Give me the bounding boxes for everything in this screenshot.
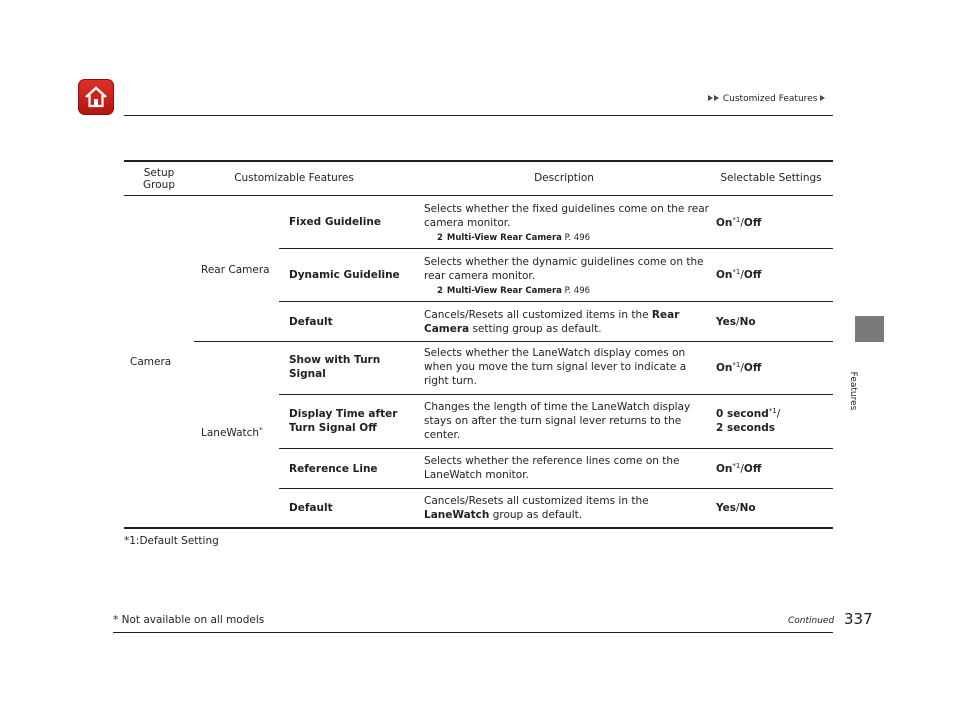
setting-options: On$^{*1}$/Off bbox=[716, 216, 762, 229]
feature-description: Cancels/Resets all customized items in the Rear Camera setting group as default. bbox=[424, 309, 680, 335]
feature-description: Changes the length of time the LaneWatch display stays on after the turn signal lever returns to the center. bbox=[424, 401, 691, 441]
breadcrumb-arrow-icon bbox=[714, 95, 719, 101]
col-header-setup-group: Setup Group bbox=[143, 167, 175, 191]
setting-options: On$^{*1}$/Off bbox=[716, 361, 762, 374]
page-number: 337 bbox=[844, 610, 873, 628]
reference-arrow-icon: 2 bbox=[437, 233, 443, 243]
feature-label: Default bbox=[289, 502, 333, 514]
feature-description: Selects whether the LaneWatch display comes on when you move the turn signal lever to indicate a right turn. bbox=[424, 347, 687, 387]
col-header-description: Description bbox=[534, 172, 594, 184]
subgroup-label: LaneWatch* bbox=[201, 426, 263, 439]
feature-label: Show with Turn Signal bbox=[289, 354, 381, 380]
feature-description: Cancels/Resets all customized items in the LaneWatch group as default. bbox=[424, 495, 649, 521]
page-reference[interactable]: 2 Multi-View Rear Camera P. 496 bbox=[437, 286, 591, 296]
setting-options: On$^{*1}$/Off bbox=[716, 462, 762, 475]
continued-label: Continued bbox=[788, 616, 835, 626]
setting-options: 0 second$^{*1}$/ 2 seconds bbox=[716, 407, 781, 434]
feature-description: Selects whether the fixed guidelines come on the rear camera monitor. bbox=[424, 203, 709, 229]
setup-group-label: Camera bbox=[130, 356, 172, 368]
page-reference[interactable]: 2 Multi-View Rear Camera P. 496 bbox=[437, 233, 591, 243]
feature-description: Selects whether the reference lines come on the LaneWatch monitor. bbox=[424, 455, 680, 481]
section-tab[interactable] bbox=[855, 316, 884, 342]
row-rule bbox=[279, 488, 833, 489]
row-rule bbox=[279, 301, 833, 302]
setting-options: Yes/No bbox=[716, 316, 756, 328]
group-rule bbox=[194, 341, 833, 342]
setting-options: On$^{*1}$/Off bbox=[716, 268, 762, 281]
feature-label: Dynamic Guideline bbox=[289, 269, 400, 281]
footnote: *1:Default Setting bbox=[124, 535, 219, 547]
breadcrumb[interactable] bbox=[708, 94, 826, 104]
col-header-features: Customizable Features bbox=[234, 172, 354, 184]
setting-options: Yes/No bbox=[716, 502, 756, 514]
home-icon bbox=[83, 85, 109, 109]
reference-arrow-icon: 2 bbox=[437, 286, 443, 296]
footer-rule bbox=[113, 632, 833, 633]
feature-description: Selects whether the dynamic guidelines come on the rear camera monitor. bbox=[424, 256, 704, 282]
settings-table bbox=[124, 160, 833, 528]
col-header-settings: Selectable Settings bbox=[720, 172, 822, 184]
header-rule bbox=[124, 115, 833, 116]
feature-label: Default bbox=[289, 316, 333, 328]
breadcrumb-label: Customized Features bbox=[722, 94, 818, 104]
table-top-rule bbox=[124, 160, 833, 162]
table-bottom-rule bbox=[124, 527, 833, 529]
feature-label: Reference Line bbox=[289, 463, 378, 475]
row-rule bbox=[279, 394, 833, 395]
row-rule bbox=[279, 248, 833, 249]
subgroup-label: Rear Camera bbox=[201, 264, 270, 276]
availability-note: * Not available on all models bbox=[113, 614, 265, 626]
breadcrumb-arrow-icon bbox=[820, 95, 825, 101]
home-button[interactable] bbox=[78, 79, 114, 115]
breadcrumb-arrow-icon bbox=[708, 95, 713, 101]
feature-label: Display Time after Turn Signal Off bbox=[289, 408, 398, 434]
feature-label: Fixed Guideline bbox=[289, 216, 381, 228]
header-rule bbox=[124, 195, 833, 196]
row-rule bbox=[279, 448, 833, 449]
